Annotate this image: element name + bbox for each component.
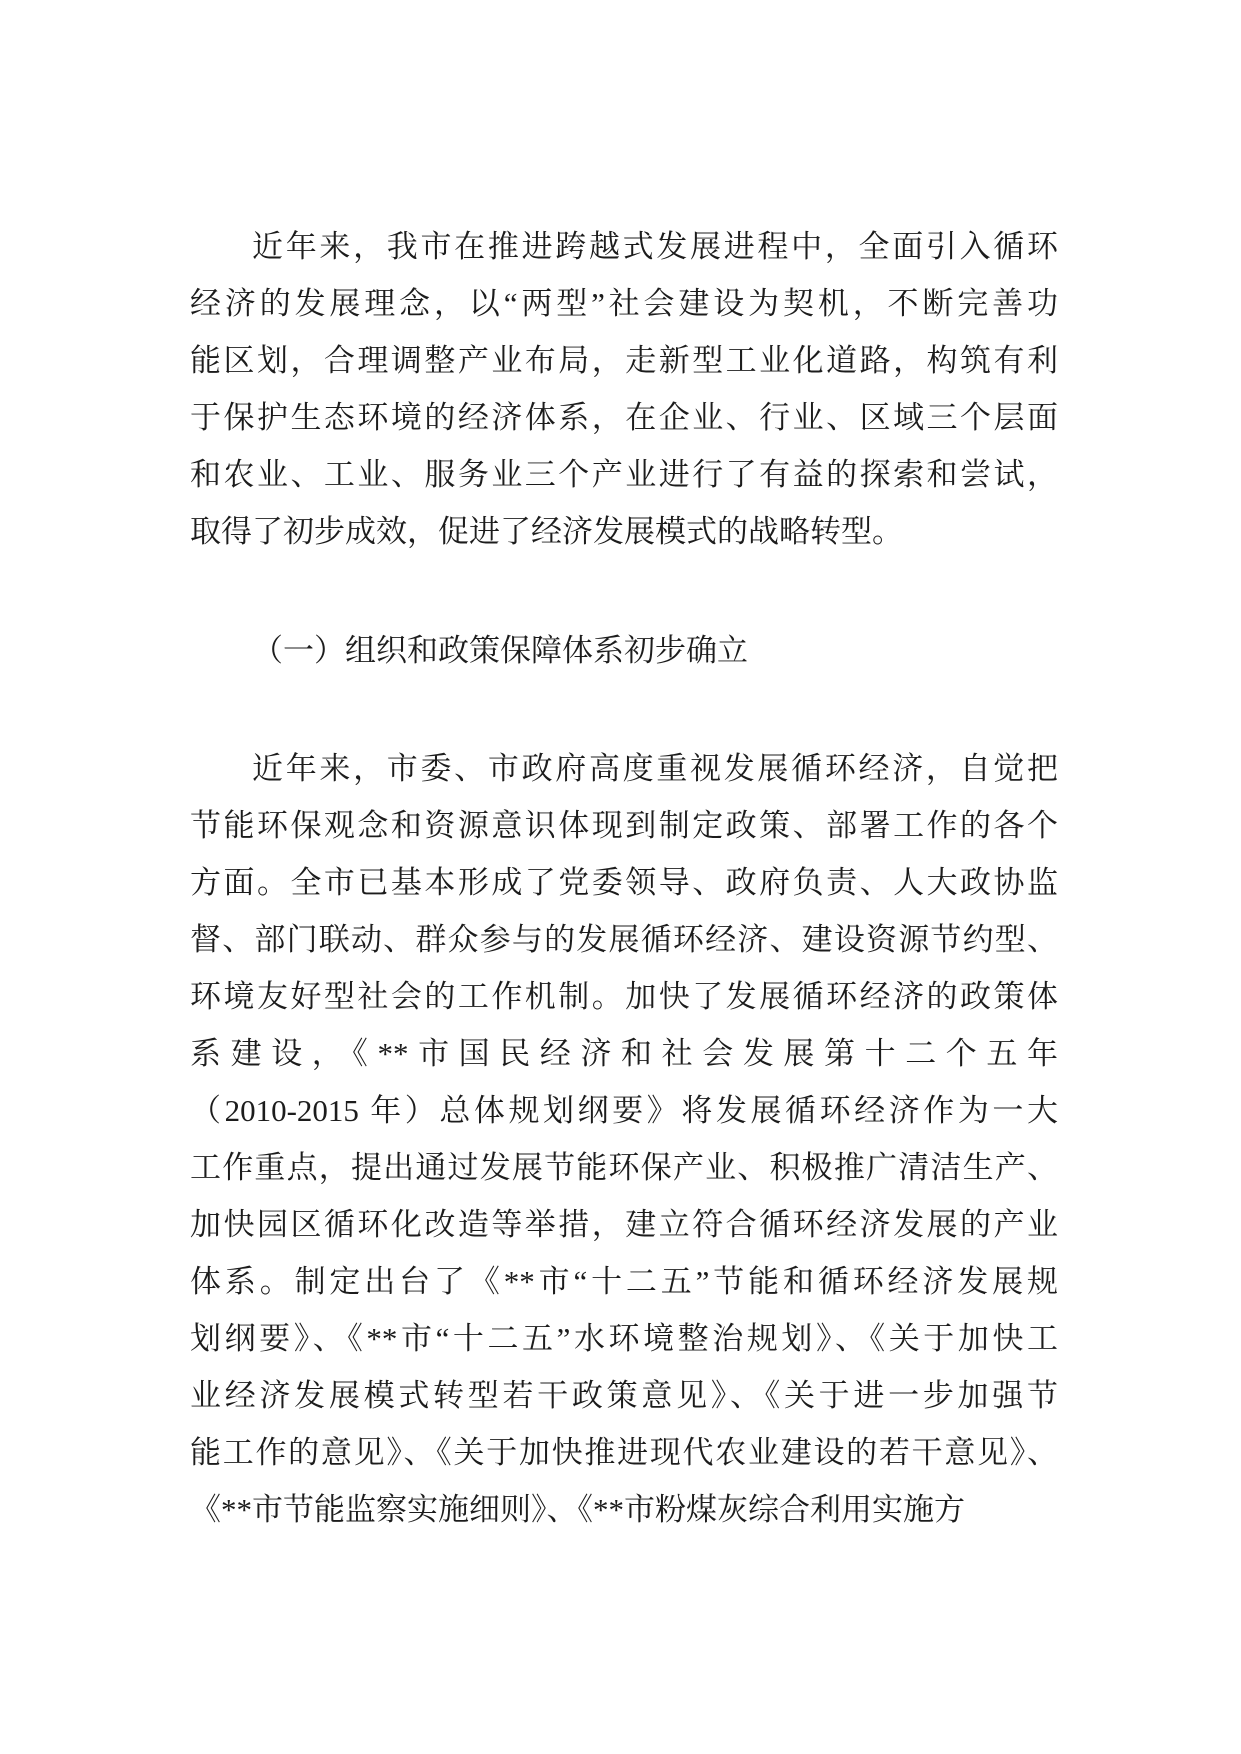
text-line: （2010-2015 年）总体规划纲要》将发展循环经济作为一大 [190,1093,1058,1128]
document-body [190,218,1058,1538]
text-line: 《**市节能监察实施细则》、《**市粉煤灰综合利用实施方 [190,1492,965,1527]
text-line: 环境友好型社会的工作机制。加快了发展循环经济的政策体 [190,979,1058,1014]
text-line: 和农业、工业、服务业三个产业进行了有益的探索和尝试， [190,457,1058,492]
text-line: 经济的发展理念，以“两型”社会建设为契机，不断完善功 [190,286,1058,321]
text-line: 加快园区循环化改造等举措，建立符合循环经济发展的产业 [190,1207,1058,1242]
paragraph-1 [190,218,1058,560]
text-line: 系建设，《**市国民经济和社会发展第十二个五年 [190,1036,1058,1071]
text-line: 取得了初步成效，促进了经济发展模式的战略转型。 [190,514,903,549]
text-line: 节能环保观念和资源意识体现到制定政策、部署工作的各个 [190,808,1058,843]
text-line: 近年来，我市在推进跨越式发展进程中，全面引入循环 [252,229,1058,264]
text-line: 能区划，合理调整产业布局，走新型工业化道路，构筑有利 [190,343,1058,378]
text-line: 近年来，市委、市政府高度重视发展循环经济，自觉把 [252,751,1058,786]
section-heading [190,622,1058,679]
text-line: 督、部门联动、群众参与的发展循环经济、建设资源节约型、 [190,922,1058,957]
section-heading-text: （一）组织和政策保障体系初步确立 [252,633,748,668]
text-line: 业经济发展模式转型若干政策意见》、《关于进一步加强节 [190,1378,1058,1413]
text-line: 能工作的意见》、《关于加快推进现代农业建设的若干意见》、 [190,1435,1058,1470]
text-line: 工作重点，提出通过发展节能环保产业、积极推广清洁生产、 [190,1150,1058,1185]
text-line: 划纲要》、《**市“十二五”水环境整治规划》、《关于加快工 [190,1321,1058,1356]
text-line: 于保护生态环境的经济体系，在企业、行业、区域三个层面 [190,400,1058,435]
text-line: 体系。制定出台了《**市“十二五”节能和循环经济发展规 [190,1264,1058,1299]
text-line: 方面。全市已基本形成了党委领导、政府负责、人大政协监 [190,865,1058,900]
paragraph-2 [190,740,1058,1538]
